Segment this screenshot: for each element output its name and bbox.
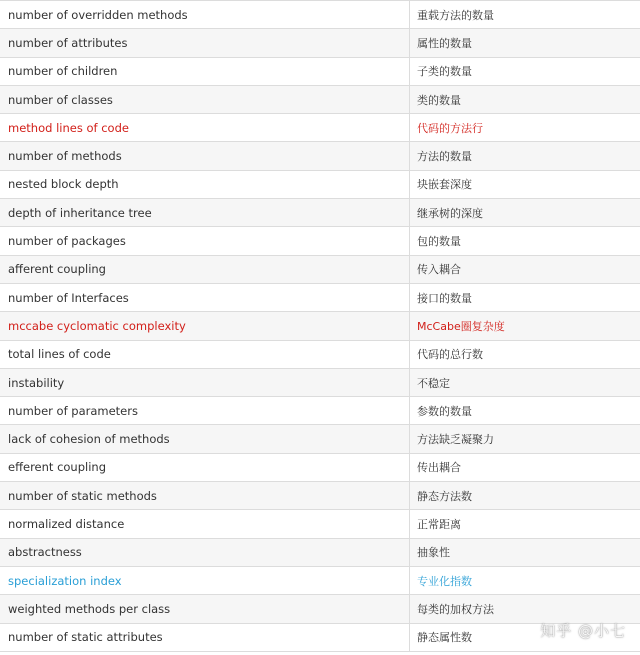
metric-chinese-cell: 每类的加权方法 [417,602,494,616]
table-row [0,171,640,199]
metric-english-cell: weighted methods per class [0,595,410,622]
metric-chinese-cell: 继承树的深度 [417,206,483,220]
metric-chinese-cell: McCabe圈复杂度 [417,319,505,333]
metric-chinese-cell: 不稳定 [417,376,450,390]
metric-chinese-cell: 静态属性数 [417,631,472,645]
metric-chinese-cell: 方法缺乏凝聚力 [417,433,494,447]
metric-english-cell: instability [0,369,410,396]
table-row [0,482,640,510]
table-row [0,312,640,340]
table-row [0,284,640,312]
table-row [0,510,640,538]
metric-english-cell: number of parameters [0,397,410,424]
metric-english-cell: number of children [0,58,410,85]
table-row [0,86,640,114]
table-row [0,199,640,227]
metric-english-cell: lack of cohesion of methods [0,425,410,452]
metric-english-cell: number of overridden methods [0,1,410,28]
table-row [0,227,640,255]
metric-english-cell: number of Interfaces [0,284,410,311]
table-row [0,567,640,595]
table-row [0,1,640,29]
metric-english-cell: nested block depth [0,171,410,198]
metric-english-cell: total lines of code [0,341,410,368]
metric-english-cell: specialization index [0,567,410,594]
table-row [0,397,640,425]
table-row [0,29,640,57]
table-row [0,256,640,284]
metric-english-cell: number of attributes [0,29,410,56]
table-row [0,58,640,86]
table-row [0,539,640,567]
metric-chinese-cell: 专业化指数 [417,574,472,588]
metric-chinese-cell: 传入耦合 [417,263,461,277]
metric-english-cell: method lines of code [0,114,410,141]
table-row [0,369,640,397]
metric-english-cell: depth of inheritance tree [0,199,410,226]
metric-chinese-cell: 代码的方法行 [417,121,483,135]
metric-english-cell: number of static methods [0,482,410,509]
table-row [0,142,640,170]
metric-chinese-cell: 类的数量 [417,93,461,107]
table-row [0,425,640,453]
metric-english-cell: abstractness [0,539,410,566]
metric-english-cell: mccabe cyclomatic complexity [0,312,410,339]
metric-english-cell: efferent coupling [0,454,410,481]
metric-english-cell: number of packages [0,227,410,254]
metric-chinese-cell: 静态方法数 [417,489,472,503]
metric-chinese-cell: 正常距离 [417,517,461,531]
metric-chinese-cell: 子类的数量 [417,65,472,79]
metric-english-cell: afferent coupling [0,256,410,283]
metric-chinese-cell: 方法的数量 [417,150,472,164]
metric-english-cell: number of classes [0,86,410,113]
table-row [0,454,640,482]
metric-chinese-cell: 包的数量 [417,235,461,249]
watermark: 知乎 @小七 [540,622,626,640]
metric-english-cell: number of static attributes [0,624,410,651]
metric-english-cell: number of methods [0,142,410,169]
metric-chinese-cell: 传出耦合 [417,461,461,475]
metric-chinese-cell: 代码的总行数 [417,348,483,362]
metric-chinese-cell: 抽象性 [417,546,450,560]
metric-chinese-cell: 属性的数量 [417,36,472,50]
table-row [0,114,640,142]
metric-chinese-cell: 块嵌套深度 [417,178,472,192]
table-row [0,341,640,369]
metric-chinese-cell: 接口的数量 [417,291,472,305]
metric-chinese-cell: 参数的数量 [417,404,472,418]
metric-english-cell: normalized distance [0,510,410,537]
metric-chinese-cell: 重载方法的数量 [417,8,494,22]
